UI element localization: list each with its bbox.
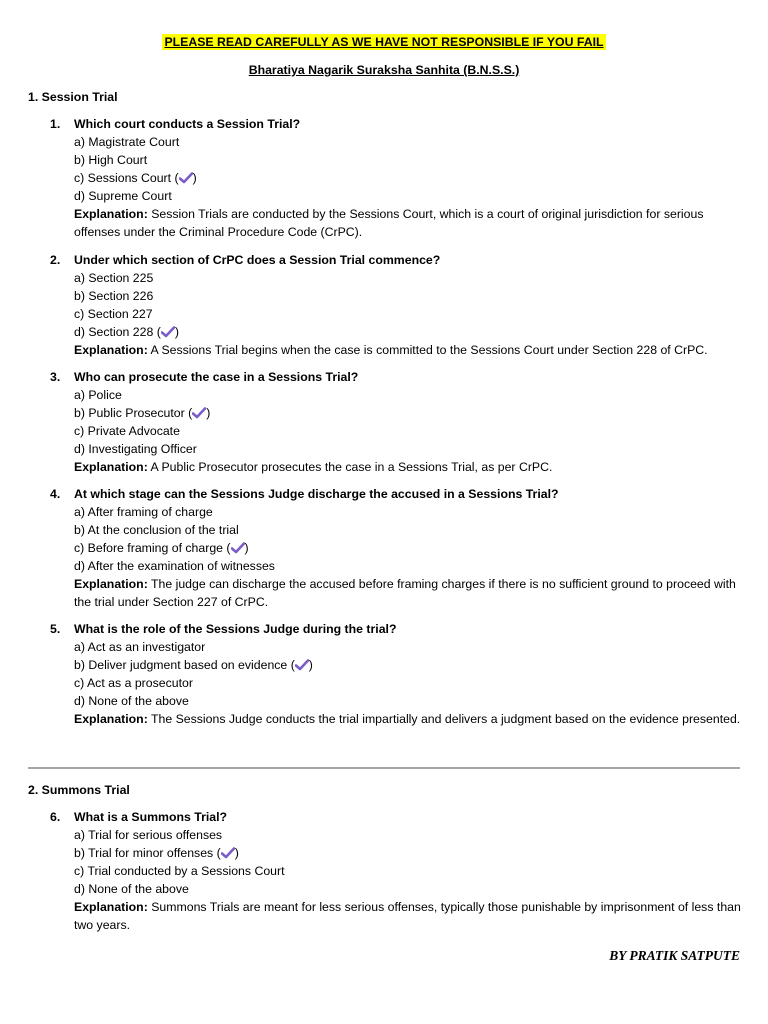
explanation-text: A Sessions Trial begins when the case is committed to the Sessions Court under Section 228 of CrPC.	[147, 343, 708, 357]
explanation-text: Summons Trials are meant for less serious offenses, typically those punishable by imprisonment of less than two years.	[74, 900, 741, 932]
explanation-text: The judge can discharge the accused before framing charges if there is no sufficient ground to proceed with the trial under Section 227 of CrPC.	[74, 577, 736, 609]
option-text: c) Before framing of charge (	[74, 541, 231, 555]
option-item	[74, 503, 750, 521]
warning-banner-text: PLEASE READ CAREFULLY AS WE HAVE NOT RESPONSIBLE IF YOU FAIL	[164, 35, 604, 49]
option-text: d) After the examination of witnesses	[74, 559, 275, 573]
close-paren: )	[244, 541, 249, 555]
checkmark-icon	[179, 172, 193, 184]
option-item-correct	[74, 323, 750, 341]
option-text: c) Trial conducted by a Sessions Court	[74, 864, 285, 878]
option-text: d) None of the above	[74, 694, 189, 708]
option-item	[74, 638, 750, 656]
question-line	[50, 115, 750, 133]
option-text: a) Section 225	[74, 271, 154, 285]
close-paren: )	[308, 658, 313, 672]
checkmark-icon	[192, 407, 206, 419]
question-number: 3.	[50, 370, 61, 384]
section-divider	[28, 767, 740, 769]
option-text: a) Police	[74, 388, 122, 402]
question-text: Which court conducts a Session Trial?	[74, 117, 301, 131]
option-text: b) At the conclusion of the trial	[74, 523, 239, 537]
explanation	[74, 575, 746, 611]
options-list	[74, 826, 750, 898]
option-text: b) Deliver judgment based on evidence (	[74, 658, 295, 672]
explanation	[74, 205, 746, 241]
document-subtitle: Bharatiya Nagarik Suraksha Sanhita (B.N.S.S.)	[248, 63, 520, 77]
option-text: d) Investigating Officer	[74, 442, 197, 456]
option-text: a) Trial for serious offenses	[74, 828, 223, 842]
explanation-label: Explanation:	[74, 207, 148, 221]
option-text: d) Section 228 (	[74, 325, 161, 339]
explanation-label: Explanation:	[74, 343, 148, 357]
options-list	[74, 269, 750, 341]
options-list	[74, 503, 750, 575]
options-list	[74, 386, 750, 458]
option-item	[74, 151, 750, 169]
question-line	[50, 620, 750, 638]
checkmark-icon	[161, 326, 175, 338]
option-item-correct	[74, 539, 750, 557]
explanation-label: Explanation:	[74, 460, 148, 474]
option-item-correct	[74, 404, 750, 422]
explanation	[74, 341, 746, 359]
question-1	[50, 115, 750, 241]
question-line	[50, 808, 750, 826]
option-item	[74, 269, 750, 287]
question-line	[50, 251, 750, 269]
option-text: c) Act as a prosecutor	[74, 676, 193, 690]
question-text: What is the role of the Sessions Judge during the trial?	[74, 622, 397, 636]
option-item	[74, 386, 750, 404]
question-line	[50, 368, 750, 386]
question-text: At which stage can the Sessions Judge discharge the accused in a Sessions Trial?	[74, 487, 559, 501]
explanation-text: Session Trials are conducted by the Sessions Court, which is a court of original jurisdiction for serious offenses under the Criminal Procedure Code (CrPC).	[74, 207, 704, 239]
option-item	[74, 440, 750, 458]
question-text: Under which section of CrPC does a Session Trial commence?	[74, 253, 441, 267]
option-text: b) Public Prosecutor (	[74, 406, 193, 420]
checkmark-icon	[295, 659, 309, 671]
option-item	[74, 862, 750, 880]
explanation-label: Explanation:	[74, 712, 148, 726]
option-text: d) None of the above	[74, 882, 189, 896]
question-6	[50, 808, 750, 934]
explanation-label: Explanation:	[74, 577, 148, 591]
section-title-summons-trial: 2. Summons Trial	[28, 783, 130, 797]
question-number: 1.	[50, 117, 61, 131]
checkmark-icon	[221, 847, 235, 859]
option-item	[74, 880, 750, 898]
question-text: What is a Summons Trial?	[74, 810, 228, 824]
question-number: 5.	[50, 622, 61, 636]
question-4	[50, 485, 750, 611]
option-item	[74, 557, 750, 575]
explanation	[74, 458, 746, 476]
option-text: a) Act as an investigator	[74, 640, 206, 654]
question-number: 4.	[50, 487, 61, 501]
explanation-text: A Public Prosecutor prosecutes the case in a Sessions Trial, as per CrPC.	[147, 460, 553, 474]
question-number: 2.	[50, 253, 61, 267]
option-item	[74, 422, 750, 440]
options-list	[74, 638, 750, 710]
question-text: Who can prosecute the case in a Sessions Trial?	[74, 370, 359, 384]
options-list	[74, 133, 750, 205]
warning-banner	[0, 35, 768, 49]
option-item-correct	[74, 656, 750, 674]
option-text: c) Sessions Court (	[74, 171, 179, 185]
option-item	[74, 133, 750, 151]
option-item	[74, 521, 750, 539]
option-text: c) Private Advocate	[74, 424, 180, 438]
section-title-session-trial: 1. Session Trial	[28, 90, 118, 104]
option-item-correct	[74, 844, 750, 862]
option-text: b) Trial for minor offenses (	[74, 846, 221, 860]
option-text: b) Section 226	[74, 289, 154, 303]
option-text: c) Section 227	[74, 307, 153, 321]
option-item-correct	[74, 169, 750, 187]
option-item	[74, 674, 750, 692]
option-item	[74, 305, 750, 323]
author-signature: BY PRATIK SATPUTE	[609, 948, 740, 963]
close-paren: )	[206, 406, 211, 420]
explanation-text: The Sessions Judge conducts the trial impartially and delivers a judgment based on the evidence presented.	[147, 712, 741, 726]
question-line	[50, 485, 750, 503]
option-text: d) Supreme Court	[74, 189, 172, 203]
close-paren: )	[192, 171, 197, 185]
checkmark-icon	[231, 542, 245, 554]
question-2	[50, 251, 750, 359]
question-3	[50, 368, 750, 476]
explanation	[74, 710, 746, 728]
option-item	[74, 692, 750, 710]
explanation	[74, 898, 746, 934]
option-item	[74, 287, 750, 305]
explanation-label: Explanation:	[74, 900, 148, 914]
question-number: 6.	[50, 810, 61, 824]
option-item	[74, 826, 750, 844]
close-paren: )	[234, 846, 239, 860]
option-text: a) After framing of charge	[74, 505, 213, 519]
option-item	[74, 187, 750, 205]
question-5	[50, 620, 750, 728]
option-text: a) Magistrate Court	[74, 135, 180, 149]
option-text: b) High Court	[74, 153, 148, 167]
close-paren: )	[174, 325, 179, 339]
